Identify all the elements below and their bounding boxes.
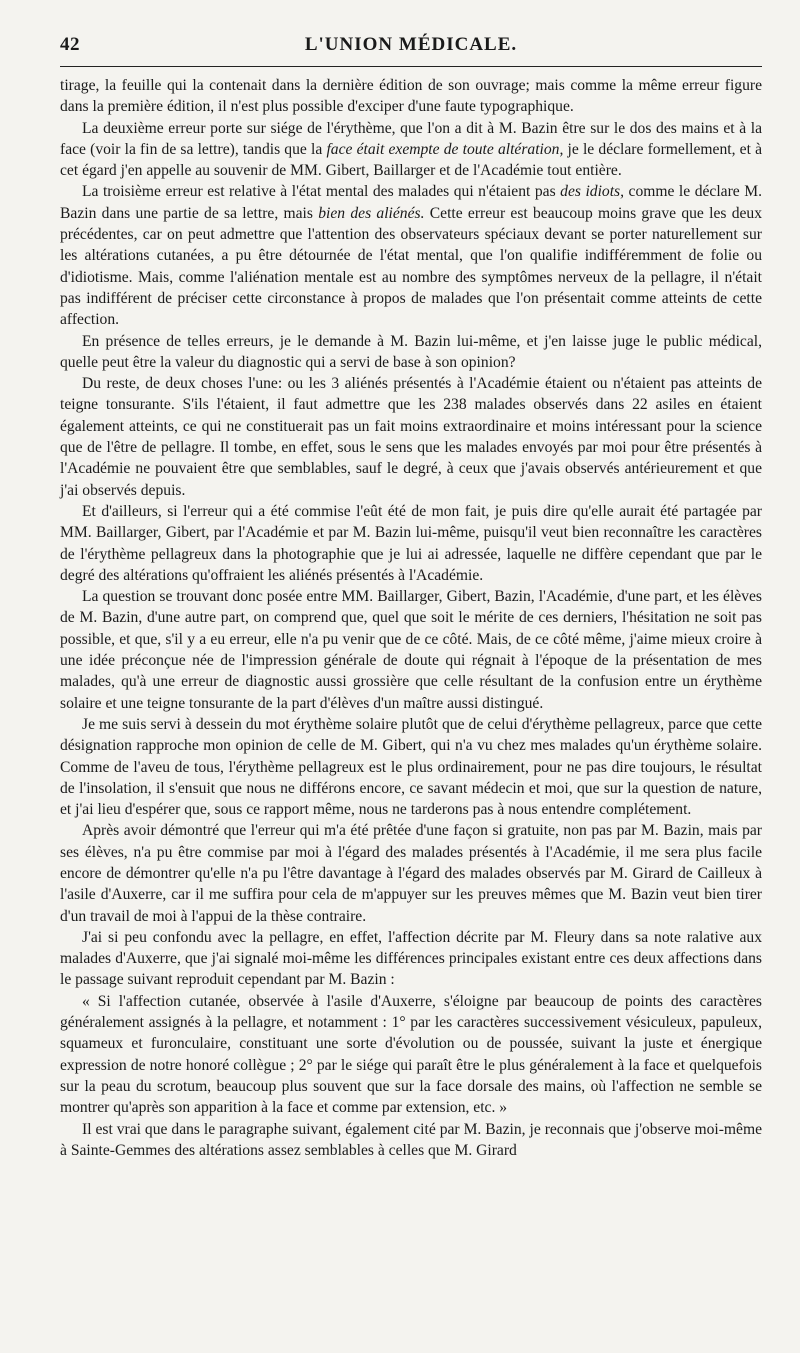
text-run: La question se trouvant donc posée entre MM. Baillarger, Gibert, Bazin, l'Académie, d'une part, et les élèves de M. Bazin, d'une autre part, on comprend que, quel que soit le mérite de ces derniers, l'hésitation ne soit pas possible, et que, s'il y a eu erreur, elle n'a pu venir que de ce côté. Mais, de ce côté même, j'aime mieux croire à une idée préconçue née de l'impression générale de doute qui régnait à l'époque de la présentation de mes malades, qu'à une erreur de diagnostic aussi grossière que celle résultant de la confusion entre un érythème solaire et une teigne tonsurante de la part d'élèves d'un maître aussi distingué. xyxy=(60,588,762,712)
paragraph xyxy=(60,820,762,926)
text-run: En présence de telles erreurs, je le demande à M. Bazin lui-même, et j'en laisse juge le public médical, quelle peut être la valeur du diagnostic qui a servi de base à son opinion? xyxy=(60,332,762,371)
page-number: 42 xyxy=(60,34,80,55)
text-run: La troisième erreur est relative à l'état mental des malades qui n'étaient pas xyxy=(82,183,561,201)
text-run: « Si l'affection cutanée, observée à l'asile d'Auxerre, s'éloigne par beaucoup de points des caractères généralement assignés à la pellagre, et notamment : 1° par les caractères successivement vésiculeux, papuleux, squameux et furonculaire, constituant une sorte d'évolution ou de poussée, suivant la juste et énergique expression de notre honoré collègue ; 2° par le siége qui paraît être le plus généralement à la face et quelquefois sur la peau du scrotum, beaucoup plus souvent que sur la face dorsale des mains, où l'affection ne semble se montrer qu'après son apparition à la face et comme par extension, etc. » xyxy=(60,992,762,1117)
italic-text: des idiots, xyxy=(560,183,625,201)
paragraph xyxy=(60,181,762,330)
paragraph xyxy=(60,927,762,991)
paragraph xyxy=(60,331,762,374)
text-run: Et d'ailleurs, si l'erreur qui a été commise l'eût été de mon fait, je puis dire qu'elle aurait été partagée par MM. Baillarger, Gibert, par l'Académie et par M. Bazin lui-même, puisqu'il veut bien reconnaître les caractères de l'érythème pellagreux dans la photographie que je lui ai adressée, laquelle ne diffère cependant que par le degré des altérations qu'offraient les aliénés présentés à l'Académie. xyxy=(60,502,762,584)
paragraph xyxy=(60,714,762,820)
paragraph xyxy=(60,118,762,182)
italic-text: bien des aliénés. xyxy=(318,204,425,222)
running-head xyxy=(60,34,762,60)
paragraph xyxy=(60,373,762,501)
text-run: Du reste, de deux choses l'une: ou les 3 aliénés présentés à l'Académie étaient ou n'étaient pas atteints de teigne tonsurante. S'ils l'étaient, il faut admettre que les 238 malades observés dans 22 asiles en étaient également atteints, ce qui ne constituerait pas un fait moins extraordinaire et moins intéressant pour la science que de l'être de pellagre. Il tombe, en effet, sous le sens que les malades envoyés par moi pour être présentés à l'Académie ne pouvaient être que semblables, sauf le degré, à ceux que j'avais observés antérieurement et que j'ai observés depuis. xyxy=(60,375,762,499)
text-run: J'ai si peu confondu avec la pellagre, en effet, l'affection décrite par M. Fleury dans sa note ralative aux malades d'Auxerre, que j'ai signalé moi-même les différences principales existant entre ces deux affections dans le passage suivant reproduit cependant par M. Bazin : xyxy=(60,928,762,989)
article-body xyxy=(60,75,762,1161)
paragraph xyxy=(60,501,762,586)
paragraph xyxy=(60,991,762,1119)
text-run: Cette erreur est beaucoup moins grave que les deux précédentes, car on peut admettre que l'attention des observateurs spéciaux devant se porter naturellement sur les altérations cutanées, a pu être détournée de l'état mental, que l'on qualifie indifféremment de folie ou d'idiotisme. Mais, comme l'aliénation mentale est au nombre des symptômes nerveux de la pellagre, il n'était pas indifférent de préciser cette circonstance à propos de malades que l'on présentait comme atteints de cette affection. xyxy=(60,204,763,329)
italic-text: face était exempte de toute altération, xyxy=(326,140,564,158)
text-run: Je me suis servi à dessein du mot érythème solaire plutôt que de celui d'érythème pellagreux, parce que cette désignation rapproche mon opinion de celle de M. Gibert, qui n'a vu chez mes malades qu'un érythème solaire. Comme de l'aveu de tous, l'érythème pellagreux est le plus ordinairement, pour ne pas dire toujours, le résultat de l'insolation, il s'ensuit que nous ne différons encore, ce savant médecin et moi, que sur la question de nature, et j'ai lieu d'espérer que, sous ce rapport même, nous ne tarderons pas à nous entendre complétement. xyxy=(60,715,762,819)
text-run: Après avoir démontré que l'erreur qui m'a été prêtée d'une façon si gratuite, non pas par M. Bazin, mais par ses élèves, n'a pu être commise par moi à l'égard des malades présentés à l'Académie, il me sera plus facile encore de démontrer qu'elle n'a pu l'être davantage à l'égard des malades observés par M. Girard de Cailleux à l'asile d'Auxerre, car il me suffira pour cela de m'appuyer sur les preuves mêmes que M. Bazin veut bien tirer d'un travail de moi à l'appui de la thèse contraire. xyxy=(60,822,762,925)
text-run: comme le déclare M. Bazin dans une partie de sa lettre, mais xyxy=(60,183,762,222)
text-run: La deuxième erreur porte sur siége de l'érythème, que l'on a dit à M. Bazin être sur le dos des mains et à la face (voir la fin de sa lettre), tandis que la xyxy=(60,119,762,158)
journal-title: L'UNION MÉDICALE. xyxy=(304,34,518,55)
text-run: je le déclare formellement, et à cet égard j'en appelle au souvenir de MM. Gibert, Baillarger et de l'Académie tout entière. xyxy=(60,140,763,180)
header-rule xyxy=(60,66,762,67)
text-run: Il est vrai que dans le paragraphe suivant, également cité par M. Bazin, je reconnais que j'observe moi-même à Sainte-Gemmes des altérations assez semblables à celles que M. Girard xyxy=(60,1120,762,1159)
paragraph xyxy=(60,586,762,714)
text-run: tirage, la feuille qui la contenait dans la dernière édition de son ouvrage; mais comme la même erreur figure dans la première édition, il n'est plus possible d'exciper d'une faute typographique. xyxy=(60,77,762,116)
paragraph xyxy=(60,75,762,118)
paragraph xyxy=(60,1119,762,1162)
